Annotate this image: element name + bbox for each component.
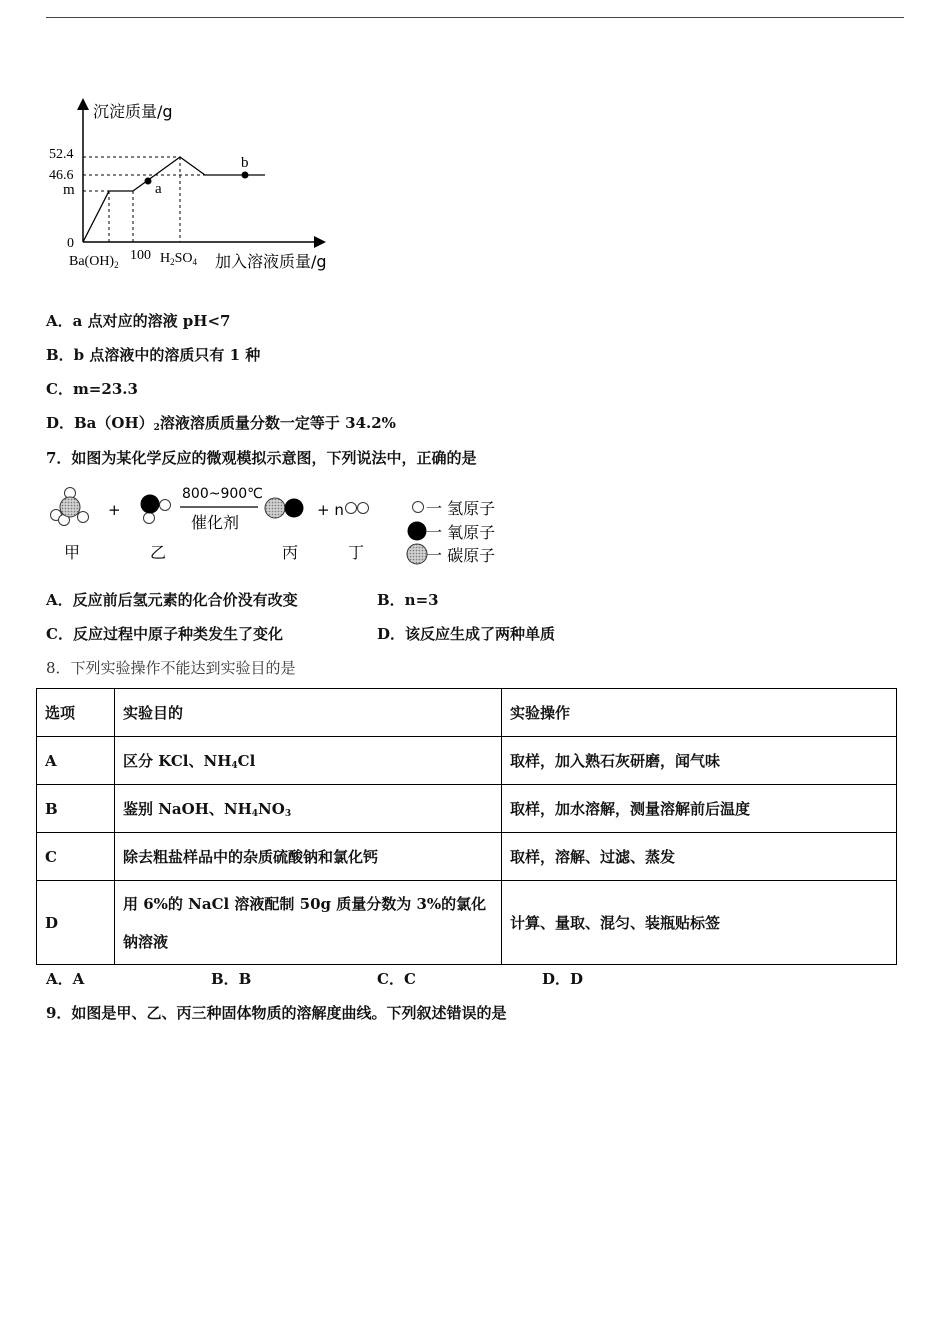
table-row bbox=[37, 833, 897, 881]
label-jia: 甲 bbox=[64, 543, 81, 562]
q8-stem: 8．下列实验操作不能达到实验目的是 bbox=[46, 659, 296, 677]
x-tick-h2so4: $H_2SO_4$ bbox=[160, 251, 198, 267]
experiment-table bbox=[36, 688, 897, 965]
row-goal: 区分 KCl、$NH_4Cl$ bbox=[115, 737, 502, 785]
label-ding: 丁 bbox=[348, 543, 365, 562]
header-operation: 实验操作 bbox=[502, 689, 897, 737]
row-goal: 鉴别 NaOH、$NH_4NO_3$ bbox=[115, 785, 502, 833]
q8-answer-a[interactable]: A．A bbox=[46, 970, 85, 988]
legend-hydrogen: 一 氢原子 bbox=[426, 499, 496, 518]
label-bing: 丙 bbox=[282, 543, 299, 562]
legend-carbon: 一 碳原子 bbox=[426, 546, 496, 565]
legend-hydrogen-icon bbox=[413, 502, 424, 513]
row-option: C bbox=[37, 833, 115, 881]
q8-answer-c[interactable]: C．C bbox=[377, 970, 416, 988]
point-a-label: a bbox=[155, 181, 162, 197]
row-option: B bbox=[37, 785, 115, 833]
table-header-row bbox=[37, 689, 897, 737]
condition-catalyst: 催化剂 bbox=[191, 513, 240, 532]
legend bbox=[407, 499, 495, 565]
point-a bbox=[145, 178, 152, 185]
precipitate-curve bbox=[83, 157, 265, 242]
point-b bbox=[242, 172, 249, 179]
table-row bbox=[37, 881, 897, 965]
q7-option-b[interactable]: B．n=3 bbox=[377, 591, 439, 609]
row-goal: 用 6%的 NaCl 溶液配制 50g 质量分数为 3%的氯化钠溶液 bbox=[115, 881, 502, 965]
plus-sign: + bbox=[108, 501, 121, 519]
reaction-diagram bbox=[40, 480, 520, 570]
q7-option-a[interactable]: A．反应前后氢元素的化合价没有改变 bbox=[46, 591, 298, 609]
co-molecule bbox=[265, 498, 304, 518]
header-option: 选项 bbox=[37, 689, 115, 737]
plus-n: + n bbox=[317, 501, 344, 519]
row-option: A bbox=[37, 737, 115, 785]
x-axis-label: 加入溶液质量/g bbox=[215, 252, 327, 271]
q8-answer-b[interactable]: B．B bbox=[211, 970, 252, 988]
q7-stem: 7．如图为某化学反应的微观模拟示意图，下列说法中，正确的是 bbox=[46, 449, 477, 467]
condition-temperature: 800~900℃ bbox=[182, 486, 263, 502]
x-tick-100: 100 bbox=[130, 248, 151, 263]
row-goal: 除去粗盐样品中的杂质硫酸钠和氯化钙 bbox=[115, 833, 502, 881]
q9-stem: 9．如图是甲、乙、丙三种固体物质的溶解度曲线。下列叙述错误的是 bbox=[46, 1004, 507, 1022]
y-tick-m: m bbox=[63, 182, 75, 198]
q6-option-b[interactable]: B．b 点溶液中的溶质只有 1 种 bbox=[46, 346, 261, 364]
y-tick-46-6: 46.6 bbox=[49, 168, 74, 183]
q7-option-d[interactable]: D．该反应生成了两种单质 bbox=[377, 625, 556, 643]
q6-option-a[interactable]: A．a 点对应的溶液 pH<7 bbox=[46, 312, 231, 330]
q6-option-d[interactable]: D．$Ba(OH)_2$溶液溶质质量分数一定等于 34.2% bbox=[46, 414, 396, 433]
table-row bbox=[37, 785, 897, 833]
q8-answer-d[interactable]: D．D bbox=[542, 970, 584, 988]
label-yi: 乙 bbox=[150, 543, 167, 562]
water-molecule bbox=[141, 495, 171, 524]
methane-molecule bbox=[51, 488, 89, 526]
row-operation: 取样，加水溶解，测量溶解前后温度 bbox=[502, 785, 897, 833]
x-tick-baoh2: $Ba(OH)_2$ bbox=[69, 254, 119, 270]
point-b-label: b bbox=[241, 155, 249, 171]
precipitate-graph bbox=[49, 95, 355, 275]
y-tick-52-4: 52.4 bbox=[49, 147, 74, 162]
hydrogen-molecule bbox=[346, 503, 369, 514]
y-axis-label: 沉淀质量/g bbox=[93, 102, 173, 121]
origin-label: 0 bbox=[67, 236, 74, 251]
legend-oxygen: 一 氧原子 bbox=[426, 523, 496, 542]
row-option: D bbox=[37, 881, 115, 965]
q6-option-c[interactable]: C．m=23.3 bbox=[46, 380, 138, 398]
legend-oxygen-icon bbox=[408, 522, 427, 541]
row-operation: 取样，溶解、过滤、蒸发 bbox=[502, 833, 897, 881]
row-operation: 计算、量取、混匀、装瓶贴标签 bbox=[502, 881, 897, 965]
q7-option-c[interactable]: C．反应过程中原子种类发生了变化 bbox=[46, 625, 283, 643]
header-goal: 实验目的 bbox=[115, 689, 502, 737]
legend-carbon-icon bbox=[407, 544, 427, 564]
table-row bbox=[37, 737, 897, 785]
header-rule bbox=[46, 17, 904, 18]
row-operation: 取样，加入熟石灰研磨，闻气味 bbox=[502, 737, 897, 785]
